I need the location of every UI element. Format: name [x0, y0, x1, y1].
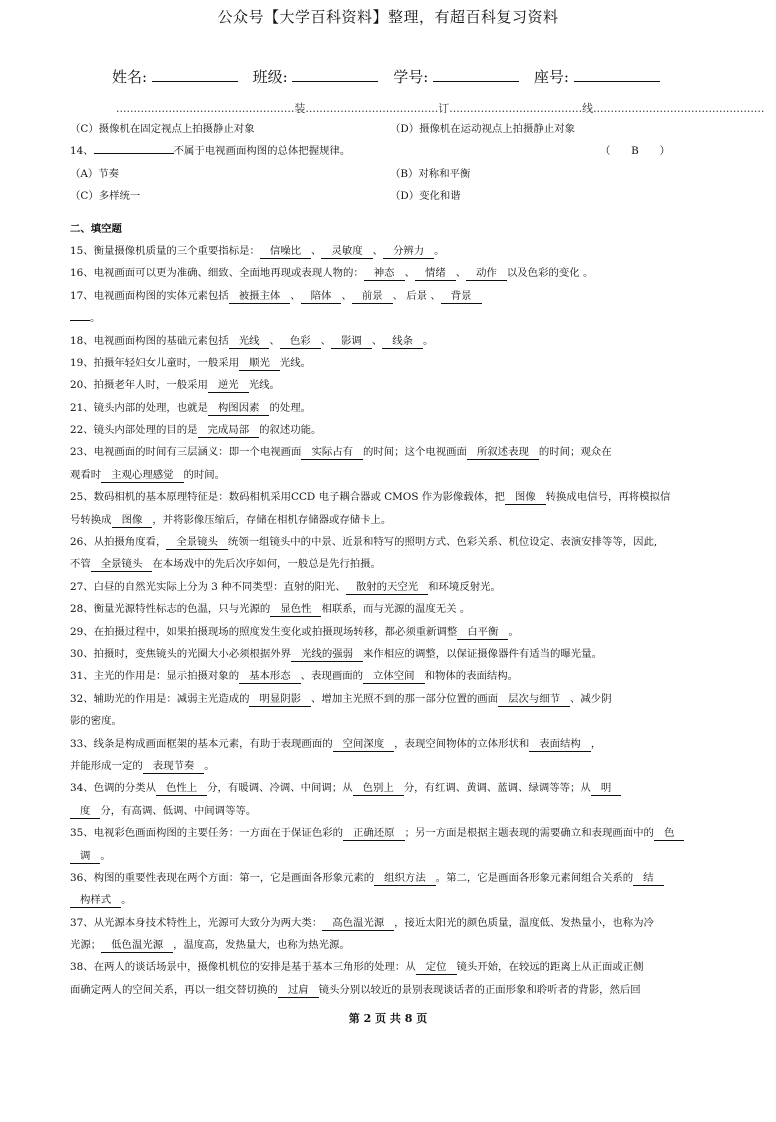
- q14-answer: （ B ）: [600, 145, 670, 158]
- answer-blank: 背景: [441, 290, 482, 304]
- answer-blank: 光线: [229, 335, 270, 349]
- question-line: [70, 419, 710, 441]
- question-text: 、表现画面的: [300, 670, 363, 683]
- question-text: 32、辅助光的作用是：减弱主光造成的: [70, 692, 250, 705]
- student-info-row: [112, 66, 672, 87]
- question-text: 16、电视画面可以更为准确、细致、全面地再现或表现人物的：: [70, 267, 364, 280]
- question-text: 22、镜头内部处理的目的是: [70, 424, 198, 437]
- question-text: ，并将影像压缩后，存储在相机存储器或存储卡上。: [152, 513, 392, 526]
- q13-option-c: （C）摄像机在固定视点上拍摄静止对象: [70, 123, 255, 135]
- question-line: [70, 374, 710, 396]
- question-text: 相联系，而与光源的温度无关 。: [321, 603, 471, 616]
- question-text: 31、主光的作用是：显示拍摄对象的: [70, 670, 240, 683]
- answer-blank: 结: [633, 872, 663, 886]
- page-footer: 第 2 页 共 8 页: [348, 1012, 428, 1025]
- q14-blank: [94, 153, 174, 154]
- question-text: 统领一组镜头中的中景、近景和特写的照明方式、色彩关系、机位设定、表演安排等等，因此,: [227, 536, 658, 549]
- question-text: 面确定两人的空间关系，再以一组交替切换的: [70, 983, 278, 996]
- question-text: 28、衡量光源特性标志的色温，只与光源的: [70, 603, 271, 616]
- question-text: 转换成电信号，再将模拟信: [545, 491, 671, 504]
- question-line: [70, 867, 710, 889]
- question-text: 。: [204, 759, 215, 772]
- question-line: [70, 285, 710, 307]
- question-line: [70, 307, 710, 329]
- question-line: [70, 509, 710, 531]
- question-line: [70, 464, 710, 486]
- answer-blank: 图像: [505, 491, 546, 505]
- question-line: [70, 486, 710, 508]
- question-line: [70, 441, 710, 463]
- answer-blank: 实际占有: [301, 446, 363, 460]
- question-line: [70, 822, 710, 844]
- answer-blank: 灵敏度: [321, 245, 372, 259]
- fill-in-questions: [70, 240, 710, 1001]
- question-text: 29、在拍摄过程中，如果拍摄现场的照度发生变化或拍摄现场转移，都必须重新调整: [70, 625, 458, 638]
- question-text: 。: [434, 244, 445, 257]
- answer-blank: 表现节奏: [143, 760, 205, 774]
- question-line: [70, 665, 710, 687]
- question-line: [70, 688, 710, 710]
- answer-blank: 色别上: [353, 782, 404, 796]
- question-text: 和物体的表面结构。: [424, 670, 519, 683]
- question-text: 、: [341, 289, 352, 302]
- question-text: 、: [320, 334, 332, 347]
- name-blank[interactable]: [152, 67, 238, 82]
- answer-blank: 显色性: [270, 603, 321, 617]
- question-line: [70, 845, 710, 867]
- question-text: 光线。: [279, 356, 312, 369]
- question-text: 。: [121, 894, 132, 907]
- answer-blank: 低色温光源: [101, 939, 173, 953]
- question-text: 的时间；观众在: [538, 446, 612, 459]
- answer-blank: 立体空间: [363, 670, 425, 684]
- question-text: 的叙述功能。: [259, 424, 322, 437]
- question-text: 、减少阴: [570, 692, 612, 705]
- seat-blank[interactable]: [574, 67, 660, 82]
- answer-blank: 主观心理感觉: [101, 469, 183, 483]
- question-text: ，: [590, 737, 602, 750]
- answer-blank: 度: [70, 805, 100, 819]
- answer-blank: 光线的强弱: [291, 648, 363, 662]
- question-text: ，接近太阳光的颜色质量，温度低、发热量小，也称为冷: [394, 916, 654, 929]
- question-line: [70, 889, 710, 911]
- student-id-field[interactable]: 学号:: [393, 66, 519, 87]
- question-line: [70, 397, 710, 419]
- answer-blank: 被摄主体: [229, 290, 291, 304]
- q14-options-cd: [70, 185, 710, 207]
- question-line: [70, 553, 710, 575]
- question-text: 15、衡量摄像机质量的三个重要指标是：: [70, 244, 260, 257]
- student-id-blank[interactable]: [433, 67, 519, 82]
- answer-blank: 高色温光源: [322, 917, 394, 931]
- question-text: 的时间；这个电视画面: [363, 446, 467, 459]
- question-text: 。: [90, 312, 101, 325]
- q14-option-a: （A）节奏: [70, 167, 120, 180]
- answer-blank: 完成局部: [198, 424, 260, 438]
- question-content: [70, 118, 710, 1001]
- q14-stem: 14、 不属于电视画面构图的总体把握规律。 （ B ）: [70, 140, 710, 162]
- question-line: [70, 330, 710, 352]
- question-line: [70, 643, 710, 665]
- question-line: [70, 262, 710, 284]
- question-text: 。: [100, 849, 111, 862]
- answer-blank: 线条: [382, 335, 423, 349]
- answer-blank: 所叙述表现: [467, 446, 539, 460]
- answer-blank: 前景: [352, 290, 393, 304]
- answer-blank: 组织方法: [374, 872, 436, 886]
- question-text: 20、拍摄老年人时，一般采用: [70, 379, 208, 392]
- answer-blank: [70, 320, 90, 321]
- question-text: 分，有红调、黄调、蓝调、绿调等等；从: [403, 782, 591, 795]
- question-text: 27、白昼的自然光实际上分为 3 种不同类型：直射的阳光、: [70, 580, 346, 593]
- question-text: 的处理。: [269, 401, 312, 414]
- question-text: 光线。: [248, 379, 280, 392]
- question-text: 镜头分别以较近的景别表现谈话者的正面形象和聆听者的背影，然后回: [318, 983, 641, 996]
- question-text: 、 后景 、: [392, 289, 441, 302]
- question-text: 和环境反射光。: [428, 580, 501, 593]
- answer-blank: 白平衡: [457, 626, 508, 640]
- question-text: 25、数码相机的基本原理特征是：数码相机采用CCD 电子耦合器或 CMOS 作为影像载体，把: [70, 491, 505, 504]
- question-text: 分，有高调、低调、中间调等等。: [100, 804, 257, 817]
- question-line: [70, 621, 710, 643]
- answer-blank: 基本形态: [239, 670, 301, 684]
- answer-blank: 定位: [416, 961, 457, 975]
- answer-blank: 空间深度: [333, 738, 395, 752]
- answer-blank: 表面结构: [529, 738, 591, 752]
- answer-blank: 影调: [331, 335, 372, 349]
- question-line: [70, 352, 710, 374]
- answer-blank: 神态: [364, 267, 405, 281]
- question-text: 34、色调的分类从: [70, 782, 156, 795]
- q14-option-b: （B）对称和平衡: [390, 167, 471, 180]
- answer-blank: 陪体: [301, 290, 342, 304]
- q14-options-ab: [70, 163, 710, 185]
- question-text: 在本场戏中的先后次序如何，一般总是先行拍摄。: [152, 558, 381, 571]
- q14-option-d: （D）变化和谐: [390, 190, 461, 203]
- answer-blank: 色: [654, 827, 684, 841]
- question-text: 分，有暖调、冷调、中间调；从: [207, 782, 353, 795]
- question-text: 以及色彩的变化 。: [506, 267, 594, 280]
- question-line: [70, 956, 710, 978]
- question-text: 38、在两人的谈话场景中，摄像机机位的安排是基于基本三角形的处理：从: [70, 961, 416, 974]
- question-text: 19、拍摄年轻妇女儿童时，一般采用: [70, 356, 240, 369]
- question-text: 并能形成一定的: [70, 759, 143, 772]
- question-line: [70, 800, 710, 822]
- question-text: ，温度高，发热量大，也称为热光源。: [173, 939, 350, 952]
- question-text: 、: [269, 334, 280, 347]
- class-blank[interactable]: [292, 67, 378, 82]
- question-text: ；另一方面是根据主题表现的需要确立和表现画面中的: [404, 827, 654, 840]
- answer-blank: 构图因素: [208, 402, 270, 416]
- question-text: 、: [311, 244, 322, 257]
- question-text: 、: [455, 267, 467, 280]
- answer-blank: 逆光: [208, 379, 249, 393]
- answer-blank: 分辨力: [383, 245, 434, 259]
- question-line: [70, 979, 710, 1001]
- question-text: 26、从拍摄角度看，: [70, 536, 167, 549]
- class-field[interactable]: 班级:: [253, 66, 379, 87]
- question-text: 36、构图的重要性表现在两个方面：第一，它是画面各形象元素的: [70, 871, 375, 884]
- answer-blank: 构样式: [70, 894, 121, 908]
- answer-blank: 散射的天空光: [346, 581, 428, 595]
- name-field[interactable]: 姓名:: [112, 66, 238, 87]
- question-text: 21、镜头内部的处理，也就是: [70, 401, 208, 414]
- question-text: 光源；: [70, 939, 102, 952]
- question-text: 23、电视画面的时间有三层涵义：即一个电视画面: [70, 446, 302, 459]
- q14-option-c: （C）多样统一: [70, 190, 141, 203]
- answer-blank: 明: [591, 782, 621, 796]
- answer-blank: 色性上: [156, 782, 207, 796]
- question-text: 的时间。: [183, 468, 226, 481]
- question-text: 号转换成: [70, 513, 112, 526]
- answer-blank: 动作: [466, 267, 507, 281]
- question-line: [70, 710, 710, 732]
- question-line: [70, 912, 710, 934]
- question-text: 、: [290, 289, 301, 302]
- question-text: 。: [508, 625, 519, 638]
- question-text: 37、从光源本身技术特性上，光源可大致分为两大类：: [70, 916, 323, 929]
- question-text: 30、拍摄时，变焦镜头的光圈大小必须根据外界: [70, 647, 292, 660]
- question-text: 、: [404, 267, 415, 280]
- question-text: 、: [372, 244, 383, 257]
- answer-blank: 明显阴影: [249, 693, 311, 707]
- question-text: 。第二，它是画面各形象元素间组合关系的: [435, 871, 634, 884]
- answer-blank: 顺光: [239, 357, 280, 371]
- question-line: [70, 733, 710, 755]
- seat-field[interactable]: 座号:: [534, 66, 660, 87]
- question-line: [70, 240, 710, 262]
- question-line: [70, 531, 710, 553]
- question-text: 影的密度。: [70, 715, 122, 728]
- answer-blank: 情绪: [415, 267, 456, 281]
- answer-blank: 正确还原: [343, 827, 405, 841]
- answer-blank: 图像: [112, 514, 153, 528]
- binding-line: ...................................................装......................................订......................................线.................................................: [116, 102, 765, 115]
- question-text: 观看时: [70, 468, 102, 481]
- answer-blank: 色彩: [280, 335, 321, 349]
- answer-blank: 信噪比: [260, 245, 311, 259]
- question-text: 镜头开始，在较远的距离上从正面或正侧: [456, 961, 644, 974]
- section-title: 二、填空题: [70, 222, 122, 235]
- answer-blank: 全景镜头: [166, 536, 228, 550]
- page-header: 公众号【大学百科资料】整理，有超百科复习资料: [217, 8, 559, 26]
- q13-options: [70, 118, 710, 140]
- question-text: ，表现空间物体的立体形状和: [394, 737, 530, 750]
- question-line: [70, 777, 710, 799]
- question-text: 17、电视画面构图的实体元素包括: [70, 289, 229, 302]
- question-text: 来作相应的调整，以保证摄像器件有适当的曝光量。: [363, 647, 602, 660]
- question-text: 不管: [70, 558, 91, 571]
- answer-blank: 过肩: [278, 984, 319, 998]
- question-text: 18、电视画面构图的基础元素包括: [70, 334, 229, 347]
- question-line: [70, 755, 710, 777]
- question-text: 、: [371, 334, 383, 347]
- question-line: [70, 598, 710, 620]
- answer-blank: 层次与细节: [498, 693, 570, 707]
- question-text: 33、线条是构成画面框架的基本元素，有助于表现画面的: [70, 737, 333, 750]
- question-text: 35、电视彩色画面构图的主要任务：一方面在于保证色彩的: [70, 827, 343, 840]
- question-line: [70, 934, 710, 956]
- q13-option-d: （D）摄像机在运动视点上拍摄静止对象: [390, 123, 575, 135]
- question-text: 。: [423, 334, 434, 347]
- question-text: 、增加主光照不到的那一部分位置的画面: [311, 692, 499, 705]
- answer-blank: 全景镜头: [91, 558, 153, 572]
- question-line: [70, 576, 710, 598]
- answer-blank: 调: [70, 850, 100, 864]
